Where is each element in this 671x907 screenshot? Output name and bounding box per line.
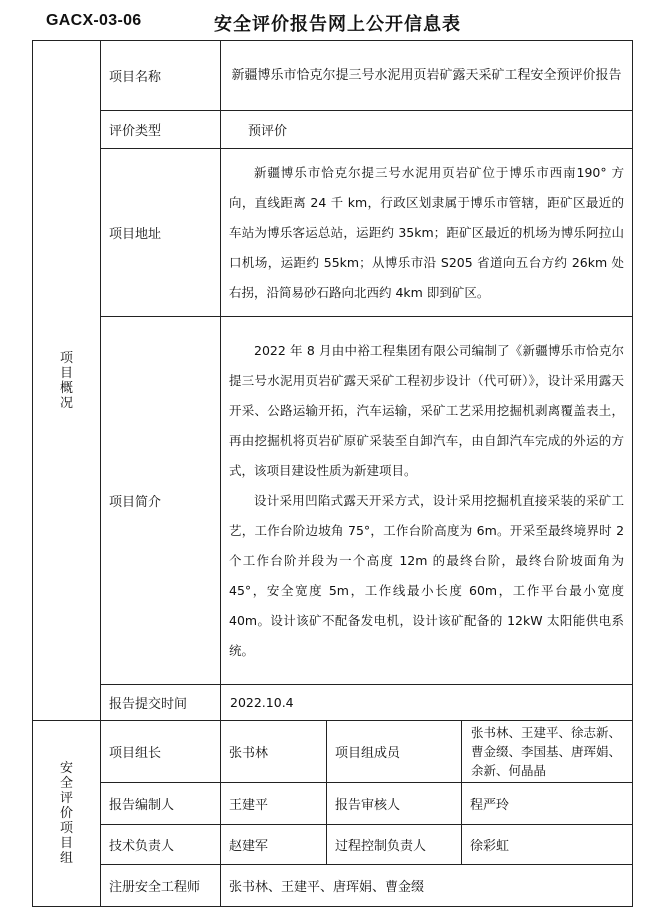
submit-time-label: 报告提交时间 <box>101 685 221 721</box>
reviewer-label: 报告审核人 <box>327 783 462 825</box>
intro-paragraph-2: 设计采用凹陷式露天开采方式，设计采用挖掘机直接采装的采矿工艺，工作台阶边坡角 75°，工作台阶高度为 6m。开采至最终境界时 2 个工作台阶并段为一个高度 12m 的最终台阶，最终台阶坡面角为 45°，安全宽度 5m，工作线最小长度 60m，工作平台最小宽度 40m。设计该矿不配备发电机，设计该矿配备的 12kW 太阳能供电系统。 <box>229 492 625 658</box>
process: 徐彩虹 <box>462 825 633 865</box>
address-cell <box>221 149 633 317</box>
intro-paragraph-1: 2022 年 8 月由中裕工程集团有限公司编制了《新疆博乐市恰克尔提三号水泥用页岩矿露天采矿工程初步设计（代可研）》，设计采用露天开采、公路运输开拓，汽车运输，采矿工艺采用挖掘机剥离覆盖表土，再由挖掘机将页岩矿原矿采装至自卸汽车，由自卸汽车完成的外运的方式，该项目建设性质为新建项目。 <box>229 342 625 478</box>
info-table <box>32 40 633 907</box>
address-text: 新疆博乐市恰克尔提三号水泥用页岩矿位于博乐市西南190° 方向，直线距离 24 千 km，行政区划隶属于博乐市管辖，距矿区最近的车站为博乐客运总站，运距约 35km；距矿区最近的机场为博乐阿拉山口机场，运距约 55km；从博乐市沿 S205 省道向五台方约 26km 处右拐，沿简易砂石路向北西约 4km 即到矿区。 <box>229 164 625 300</box>
tech: 赵建军 <box>221 825 327 865</box>
project-name: 新疆博乐市恰克尔提三号水泥用页岩矿露天采矿工程安全预评价报告 <box>231 67 622 83</box>
members-line-2: 曹金缀、李国基、唐珲娟、 <box>471 744 622 759</box>
eval-type-label: 评价类型 <box>101 111 221 149</box>
leader-label: 项目组长 <box>101 721 221 783</box>
engineers-label: 注册安全工程师 <box>101 865 221 907</box>
leader: 张书林 <box>221 721 327 783</box>
members-cell <box>462 721 633 783</box>
reviewer: 程严玲 <box>462 783 633 825</box>
project-name-label: 项目名称 <box>101 41 221 111</box>
process-label: 过程控制负责人 <box>327 825 462 865</box>
page-title: 安全评价报告网上公开信息表 <box>214 14 461 35</box>
writer-label: 报告编制人 <box>101 783 221 825</box>
project-name-cell <box>221 41 633 111</box>
intro-label: 项目简介 <box>101 317 221 685</box>
address-label: 项目地址 <box>101 149 221 317</box>
team-category-label: 安全评价项目组 <box>59 761 73 866</box>
team-category <box>33 721 101 907</box>
intro-cell <box>221 317 633 685</box>
overview-category-label: 项目概况 <box>59 350 73 411</box>
overview-category <box>33 41 101 721</box>
members-line-3: 余新、何晶晶 <box>471 763 547 778</box>
form-code: GACX-03-06 <box>46 12 142 29</box>
eval-type: 预评价 <box>221 111 633 149</box>
members-label: 项目组成员 <box>327 721 462 783</box>
submit-date: 2022.10.4 <box>221 685 633 721</box>
tech-label: 技术负责人 <box>101 825 221 865</box>
engineers: 张书林、王建平、唐珲娟、曹金缀 <box>221 865 633 907</box>
members-line-1: 张书林、王建平、徐志新、 <box>471 725 622 740</box>
writer: 王建平 <box>221 783 327 825</box>
